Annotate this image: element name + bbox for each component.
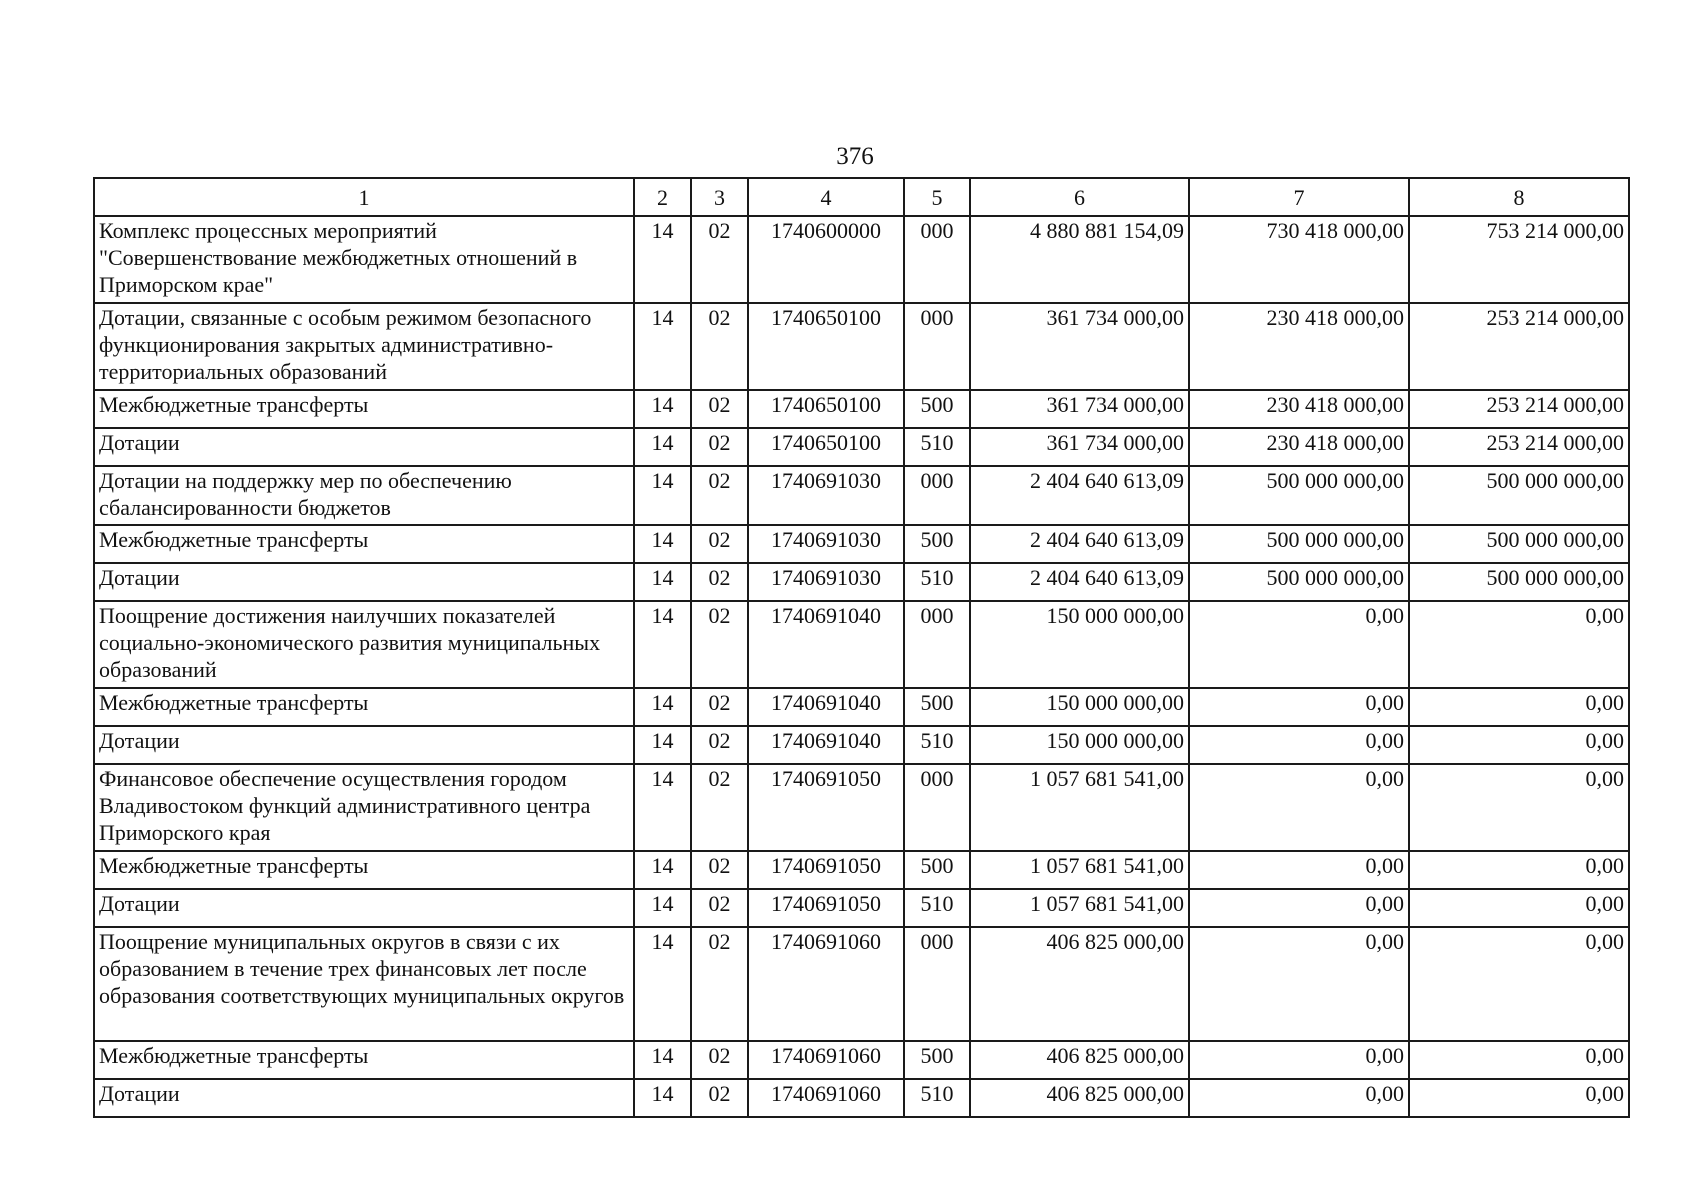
row-amount-6: 1 057 681 541,00 — [970, 764, 1189, 851]
row-amount-6: 406 825 000,00 — [970, 927, 1189, 1041]
row-expense-type: 510 — [904, 428, 970, 466]
row-amount-8: 253 214 000,00 — [1409, 303, 1629, 390]
row-section: 14 — [634, 601, 691, 688]
row-subsection: 02 — [691, 726, 748, 764]
row-target-article: 1740691030 — [748, 466, 904, 525]
row-expense-type: 500 — [904, 851, 970, 889]
row-amount-6: 2 404 640 613,09 — [970, 466, 1189, 525]
row-target-article: 1740691060 — [748, 1079, 904, 1117]
row-amount-7: 0,00 — [1189, 726, 1409, 764]
row-section: 14 — [634, 216, 691, 303]
row-subsection: 02 — [691, 390, 748, 428]
row-expense-type: 510 — [904, 889, 970, 927]
row-target-article: 1740650100 — [748, 390, 904, 428]
row-subsection: 02 — [691, 889, 748, 927]
table-row — [94, 563, 1629, 601]
row-amount-7: 0,00 — [1189, 688, 1409, 726]
row-section: 14 — [634, 889, 691, 927]
table-row — [94, 428, 1629, 466]
row-amount-6: 361 734 000,00 — [970, 428, 1189, 466]
row-subsection: 02 — [691, 1079, 748, 1117]
row-target-article: 1740691030 — [748, 563, 904, 601]
row-section: 14 — [634, 1079, 691, 1117]
row-expense-type: 500 — [904, 688, 970, 726]
column-header: 6 — [970, 178, 1189, 216]
table-row — [94, 927, 1629, 1041]
row-subsection: 02 — [691, 601, 748, 688]
row-name: Финансовое обеспечение осуществления городом Владивостоком функций административного центра Приморского края — [94, 764, 634, 851]
row-section: 14 — [634, 927, 691, 1041]
row-amount-8: 0,00 — [1409, 1041, 1629, 1079]
table-row — [94, 466, 1629, 525]
row-amount-6: 1 057 681 541,00 — [970, 851, 1189, 889]
row-subsection: 02 — [691, 688, 748, 726]
row-section: 14 — [634, 764, 691, 851]
row-amount-6: 2 404 640 613,09 — [970, 563, 1189, 601]
row-target-article: 1740691050 — [748, 851, 904, 889]
column-header: 1 — [94, 178, 634, 216]
row-amount-6: 150 000 000,00 — [970, 726, 1189, 764]
row-subsection: 02 — [691, 563, 748, 601]
row-target-article: 1740600000 — [748, 216, 904, 303]
row-name: Дотации, связанные с особым режимом безопасного функционирования закрытых административно-территориальных образований — [94, 303, 634, 390]
row-section: 14 — [634, 851, 691, 889]
row-expense-type: 510 — [904, 726, 970, 764]
row-expense-type: 000 — [904, 303, 970, 390]
row-amount-7: 0,00 — [1189, 601, 1409, 688]
row-section: 14 — [634, 428, 691, 466]
row-name: Комплекс процессных мероприятий "Совершенствование межбюджетных отношений в Приморском крае" — [94, 216, 634, 303]
row-name: Поощрение муниципальных округов в связи с их образованием в течение трех финансовых лет после образования соответствующих муниципальных округов — [94, 927, 634, 1041]
row-target-article: 1740650100 — [748, 303, 904, 390]
table-row — [94, 216, 1629, 303]
row-amount-7: 0,00 — [1189, 1079, 1409, 1117]
row-name: Дотации — [94, 563, 634, 601]
table-row — [94, 525, 1629, 563]
row-amount-7: 0,00 — [1189, 1041, 1409, 1079]
row-name: Дотации — [94, 428, 634, 466]
row-expense-type: 510 — [904, 1079, 970, 1117]
row-amount-6: 2 404 640 613,09 — [970, 525, 1189, 563]
row-subsection: 02 — [691, 428, 748, 466]
row-amount-8: 500 000 000,00 — [1409, 466, 1629, 525]
row-name: Межбюджетные трансферты — [94, 390, 634, 428]
row-amount-8: 753 214 000,00 — [1409, 216, 1629, 303]
column-header: 8 — [1409, 178, 1629, 216]
budget-table — [93, 177, 1630, 1118]
row-amount-8: 500 000 000,00 — [1409, 563, 1629, 601]
row-target-article: 1740691040 — [748, 726, 904, 764]
column-header: 5 — [904, 178, 970, 216]
row-section: 14 — [634, 1041, 691, 1079]
row-target-article: 1740650100 — [748, 428, 904, 466]
row-expense-type: 000 — [904, 927, 970, 1041]
row-name: Дотации — [94, 726, 634, 764]
row-amount-6: 406 825 000,00 — [970, 1079, 1189, 1117]
row-subsection: 02 — [691, 303, 748, 390]
row-amount-8: 0,00 — [1409, 851, 1629, 889]
row-section: 14 — [634, 466, 691, 525]
row-section: 14 — [634, 726, 691, 764]
table-row — [94, 889, 1629, 927]
row-expense-type: 500 — [904, 390, 970, 428]
row-amount-8: 0,00 — [1409, 726, 1629, 764]
row-name: Поощрение достижения наилучших показателей социально-экономического развития муниципальных образований — [94, 601, 634, 688]
row-name: Межбюджетные трансферты — [94, 688, 634, 726]
row-amount-6: 361 734 000,00 — [970, 390, 1189, 428]
row-amount-7: 0,00 — [1189, 889, 1409, 927]
row-subsection: 02 — [691, 466, 748, 525]
row-target-article: 1740691050 — [748, 764, 904, 851]
row-amount-8: 500 000 000,00 — [1409, 525, 1629, 563]
row-amount-6: 150 000 000,00 — [970, 601, 1189, 688]
row-expense-type: 000 — [904, 216, 970, 303]
table-row — [94, 390, 1629, 428]
row-expense-type: 500 — [904, 525, 970, 563]
table-row — [94, 601, 1629, 688]
row-amount-6: 406 825 000,00 — [970, 1041, 1189, 1079]
row-amount-7: 730 418 000,00 — [1189, 216, 1409, 303]
column-header: 4 — [748, 178, 904, 216]
row-amount-8: 253 214 000,00 — [1409, 390, 1629, 428]
row-expense-type: 510 — [904, 563, 970, 601]
row-amount-8: 253 214 000,00 — [1409, 428, 1629, 466]
table-row — [94, 1041, 1629, 1079]
row-target-article: 1740691040 — [748, 688, 904, 726]
row-expense-type: 000 — [904, 466, 970, 525]
table-header-row — [94, 178, 1629, 216]
row-amount-6: 361 734 000,00 — [970, 303, 1189, 390]
row-subsection: 02 — [691, 764, 748, 851]
table-row — [94, 1079, 1629, 1117]
table-row — [94, 303, 1629, 390]
row-subsection: 02 — [691, 216, 748, 303]
row-name: Межбюджетные трансферты — [94, 525, 634, 563]
row-amount-8: 0,00 — [1409, 764, 1629, 851]
row-amount-8: 0,00 — [1409, 688, 1629, 726]
row-target-article: 1740691060 — [748, 1041, 904, 1079]
row-target-article: 1740691040 — [748, 601, 904, 688]
page-number: 376 — [836, 143, 874, 170]
row-section: 14 — [634, 525, 691, 563]
row-amount-7: 230 418 000,00 — [1189, 428, 1409, 466]
row-target-article: 1740691060 — [748, 927, 904, 1041]
row-amount-7: 500 000 000,00 — [1189, 525, 1409, 563]
row-amount-8: 0,00 — [1409, 1079, 1629, 1117]
row-expense-type: 000 — [904, 764, 970, 851]
row-section: 14 — [634, 563, 691, 601]
row-section: 14 — [634, 390, 691, 428]
row-subsection: 02 — [691, 525, 748, 563]
table-row — [94, 726, 1629, 764]
row-subsection: 02 — [691, 1041, 748, 1079]
table-row — [94, 688, 1629, 726]
row-section: 14 — [634, 303, 691, 390]
row-amount-6: 4 880 881 154,09 — [970, 216, 1189, 303]
row-amount-6: 1 057 681 541,00 — [970, 889, 1189, 927]
row-amount-7: 230 418 000,00 — [1189, 390, 1409, 428]
row-subsection: 02 — [691, 927, 748, 1041]
column-header: 2 — [634, 178, 691, 216]
table-row — [94, 764, 1629, 851]
row-subsection: 02 — [691, 851, 748, 889]
row-target-article: 1740691050 — [748, 889, 904, 927]
row-name: Дотации — [94, 1079, 634, 1117]
row-name: Межбюджетные трансферты — [94, 851, 634, 889]
row-expense-type: 500 — [904, 1041, 970, 1079]
column-header: 3 — [691, 178, 748, 216]
row-amount-7: 500 000 000,00 — [1189, 466, 1409, 525]
row-amount-7: 230 418 000,00 — [1189, 303, 1409, 390]
row-name: Дотации на поддержку мер по обеспечению сбалансированности бюджетов — [94, 466, 634, 525]
row-amount-7: 0,00 — [1189, 851, 1409, 889]
table-row — [94, 851, 1629, 889]
row-name: Дотации — [94, 889, 634, 927]
row-section: 14 — [634, 688, 691, 726]
row-amount-7: 0,00 — [1189, 927, 1409, 1041]
row-amount-8: 0,00 — [1409, 927, 1629, 1041]
row-expense-type: 000 — [904, 601, 970, 688]
row-amount-7: 0,00 — [1189, 764, 1409, 851]
column-header: 7 — [1189, 178, 1409, 216]
row-target-article: 1740691030 — [748, 525, 904, 563]
row-amount-8: 0,00 — [1409, 601, 1629, 688]
row-amount-6: 150 000 000,00 — [970, 688, 1189, 726]
row-amount-7: 500 000 000,00 — [1189, 563, 1409, 601]
row-amount-8: 0,00 — [1409, 889, 1629, 927]
row-name: Межбюджетные трансферты — [94, 1041, 634, 1079]
